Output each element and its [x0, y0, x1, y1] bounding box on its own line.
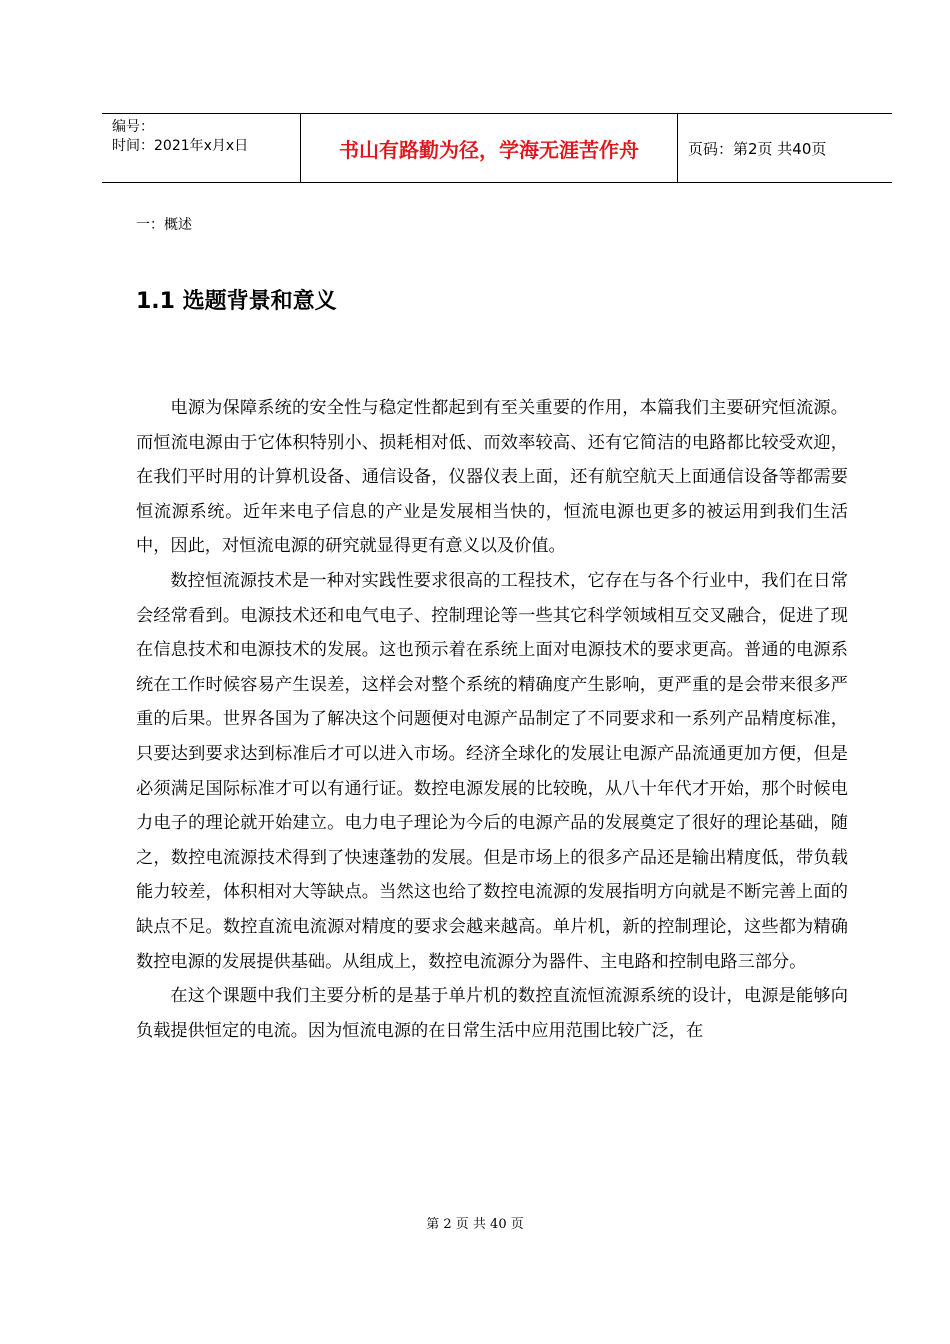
paragraph: 在这个课题中我们主要分析的是基于单片机的数控直流恒流源系统的设计，电源是能够向负载提供恒定的电流。因为恒流电源的在日常生活中应用范围比较广泛，在: [136, 986, 848, 1041]
document-header: [102, 113, 892, 183]
number-label: 编号：: [112, 119, 154, 135]
page-footer: 第 2 页 共 40 页: [426, 1217, 524, 1232]
header-motto: 书山有路勤为径，学海无涯苦作舟: [300, 114, 678, 182]
paragraph: 数控恒流源技术是一种对实践性要求很高的工程技术，它存在与各个行业中，我们在日常会经常看到。电源技术还和电气电子、控制理论等一些其它科学领域相互交叉融合，促进了现在信息技术和电源技术的发展。这也预示着在系统上面对电源技术的要求更高。普通的电源系统在工作时候容易产生误差，这样会对整个系统的精确度产生影响，更严重的是会带来很多严重的后果。世界各国为了解决这个问题便对电源产品制定了不同要求和一系列产品精度标准，只要达到要求达到标准后才可以进入市场。经济全球化的发展让电源产品流通更加方便，但是必须满足国际标准才可以有通行证。数控电源发展的比较晚，从八十年代才开始，那个时候电力电子的理论就开始建立。电力电子理论为今后的电源产品的发展奠定了很好的理论基础，随之，数控电流源技术得到了快速蓬勃的发展。但是市场上的很多产品还是输出精度低，带负载能力较差，体积相对大等缺点。当然这也给了数控电流源的发展指明方向就是不断完善上面的缺点不足。数控直流电流源对精度的要求会越来越高。单片机，新的控制理论，这些都为精确数控电源的发展提供基础。从组成上，数控电流源分为器件、主电路和控制电路三部分。: [136, 570, 848, 972]
body-text: [136, 391, 848, 1048]
time-label: 时间：2021年x月x日: [112, 138, 249, 154]
paragraph: 电源为保障系统的安全性与稳定性都起到有至关重要的作用，本篇我们主要研究恒流源。而恒流电源由于它体积特别小、损耗相对低、而效率较高、还有它简洁的电路都比较受欢迎，在我们平时用的计算机设备、通信设备，仪器仪表上面，还有航空航天上面通信设备等都需要恒流源系统。近年来电子信息的产业是发展相当快的，恒流电源也更多的被运用到我们生活中，因此，对恒流电源的研究就显得更有意义以及价值。: [136, 398, 848, 557]
header-info: [102, 114, 300, 182]
header-page-code: 页码：第2页 共40页: [688, 139, 827, 158]
section-label: 一：概述: [136, 217, 192, 233]
section-heading: 1.1 选题背景和意义: [136, 289, 337, 314]
